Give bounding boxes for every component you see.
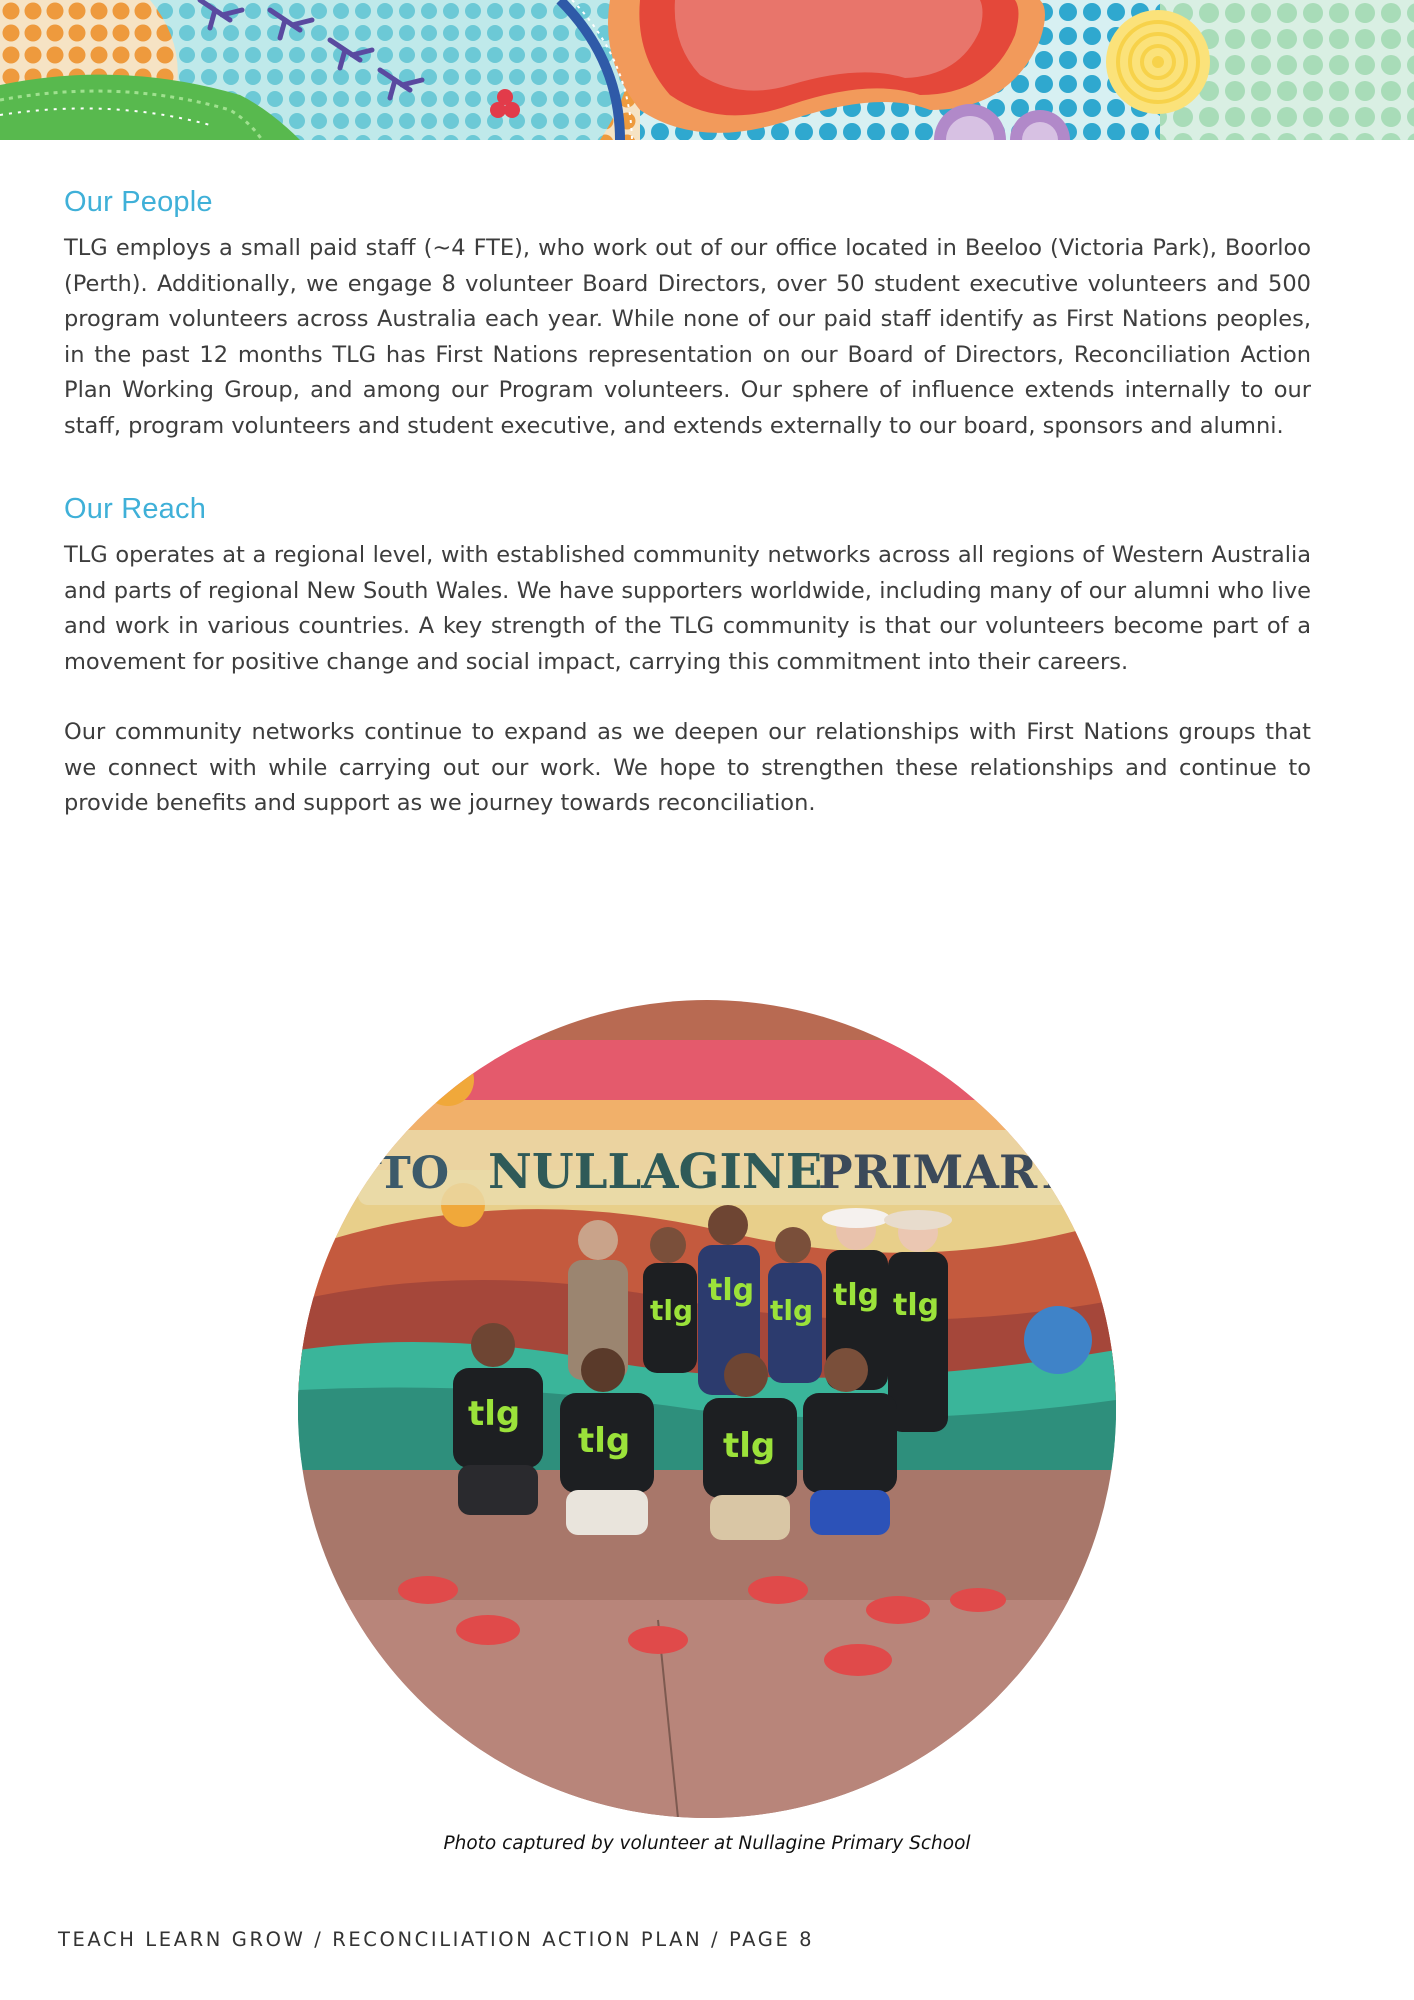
group-photo-circle (298, 1000, 1116, 1818)
mural-text-nullagine: NULLAGINE (488, 1144, 823, 1200)
shirt-logo-5: tlg (893, 1288, 940, 1323)
our-reach-paragraph-1: TLG operates at a regional level, with established community networks across all regions of Western Australia and parts of regional New South Wales. We have supporters worldwide, including many of our alumni who live and work in various countries. A key strength of the TLG community is that our volunteers become part of a movement for positive change and social impact, carrying this commitment into their careers. (64, 542, 1311, 675)
mural-text-primary: PRIMARY (818, 1145, 1069, 1199)
shirt-logo-6: tlg (468, 1394, 521, 1434)
shirt-logo-1: tlg (650, 1294, 694, 1327)
page-footer: TEACH LEARN GROW / RECONCILIATION ACTION PLAN / PAGE 8 (58, 1928, 815, 1951)
shirt-logo-2: tlg (708, 1273, 755, 1308)
section-heading-our-reach: Our Reach (64, 493, 207, 525)
section-heading-our-people: Our People (64, 186, 213, 218)
shirt-logo-8: tlg (723, 1426, 776, 1466)
shirt-logo-4: tlg (833, 1278, 880, 1313)
main-content (64, 186, 1311, 822)
header-art-banner (0, 0, 1414, 140)
dot-painting-artwork (0, 0, 1414, 140)
group-photo-illustration (298, 1000, 1116, 1818)
shirt-logo-3: tlg (770, 1294, 814, 1327)
photo-caption: Photo captured by volunteer at Nullagine Primary School (443, 1833, 971, 1854)
mural-text-to: TO (378, 1148, 450, 1199)
shirt-logo-7: tlg (578, 1421, 631, 1461)
our-people-paragraph: TLG employs a small paid staff (~4 FTE), who work out of our office located in Beeloo (Victoria Park), Boorloo (Perth). Additionally, we engage 8 volunteer Board Directors, over 50 student executive volunteers and 500 program volunteers across Australia each year. While none of our paid staff identify as First Nations peoples, in the past 12 months TLG has First Nations representation on our Board of Directors, Reconciliation Action Plan Working Group, and among our Program volunteers. Our sphere of influence extends internally to our staff, program volunteers and student executive, and extends externally to our board, sponsors and alumni. (64, 235, 1311, 439)
our-reach-paragraph-2: Our community networks continue to expand as we deepen our relationships with First Nations groups that we connect with while carrying out our work. We hope to strengthen these relationships and continue to provide benefits and support as we journey towards reconciliation. (64, 719, 1311, 816)
